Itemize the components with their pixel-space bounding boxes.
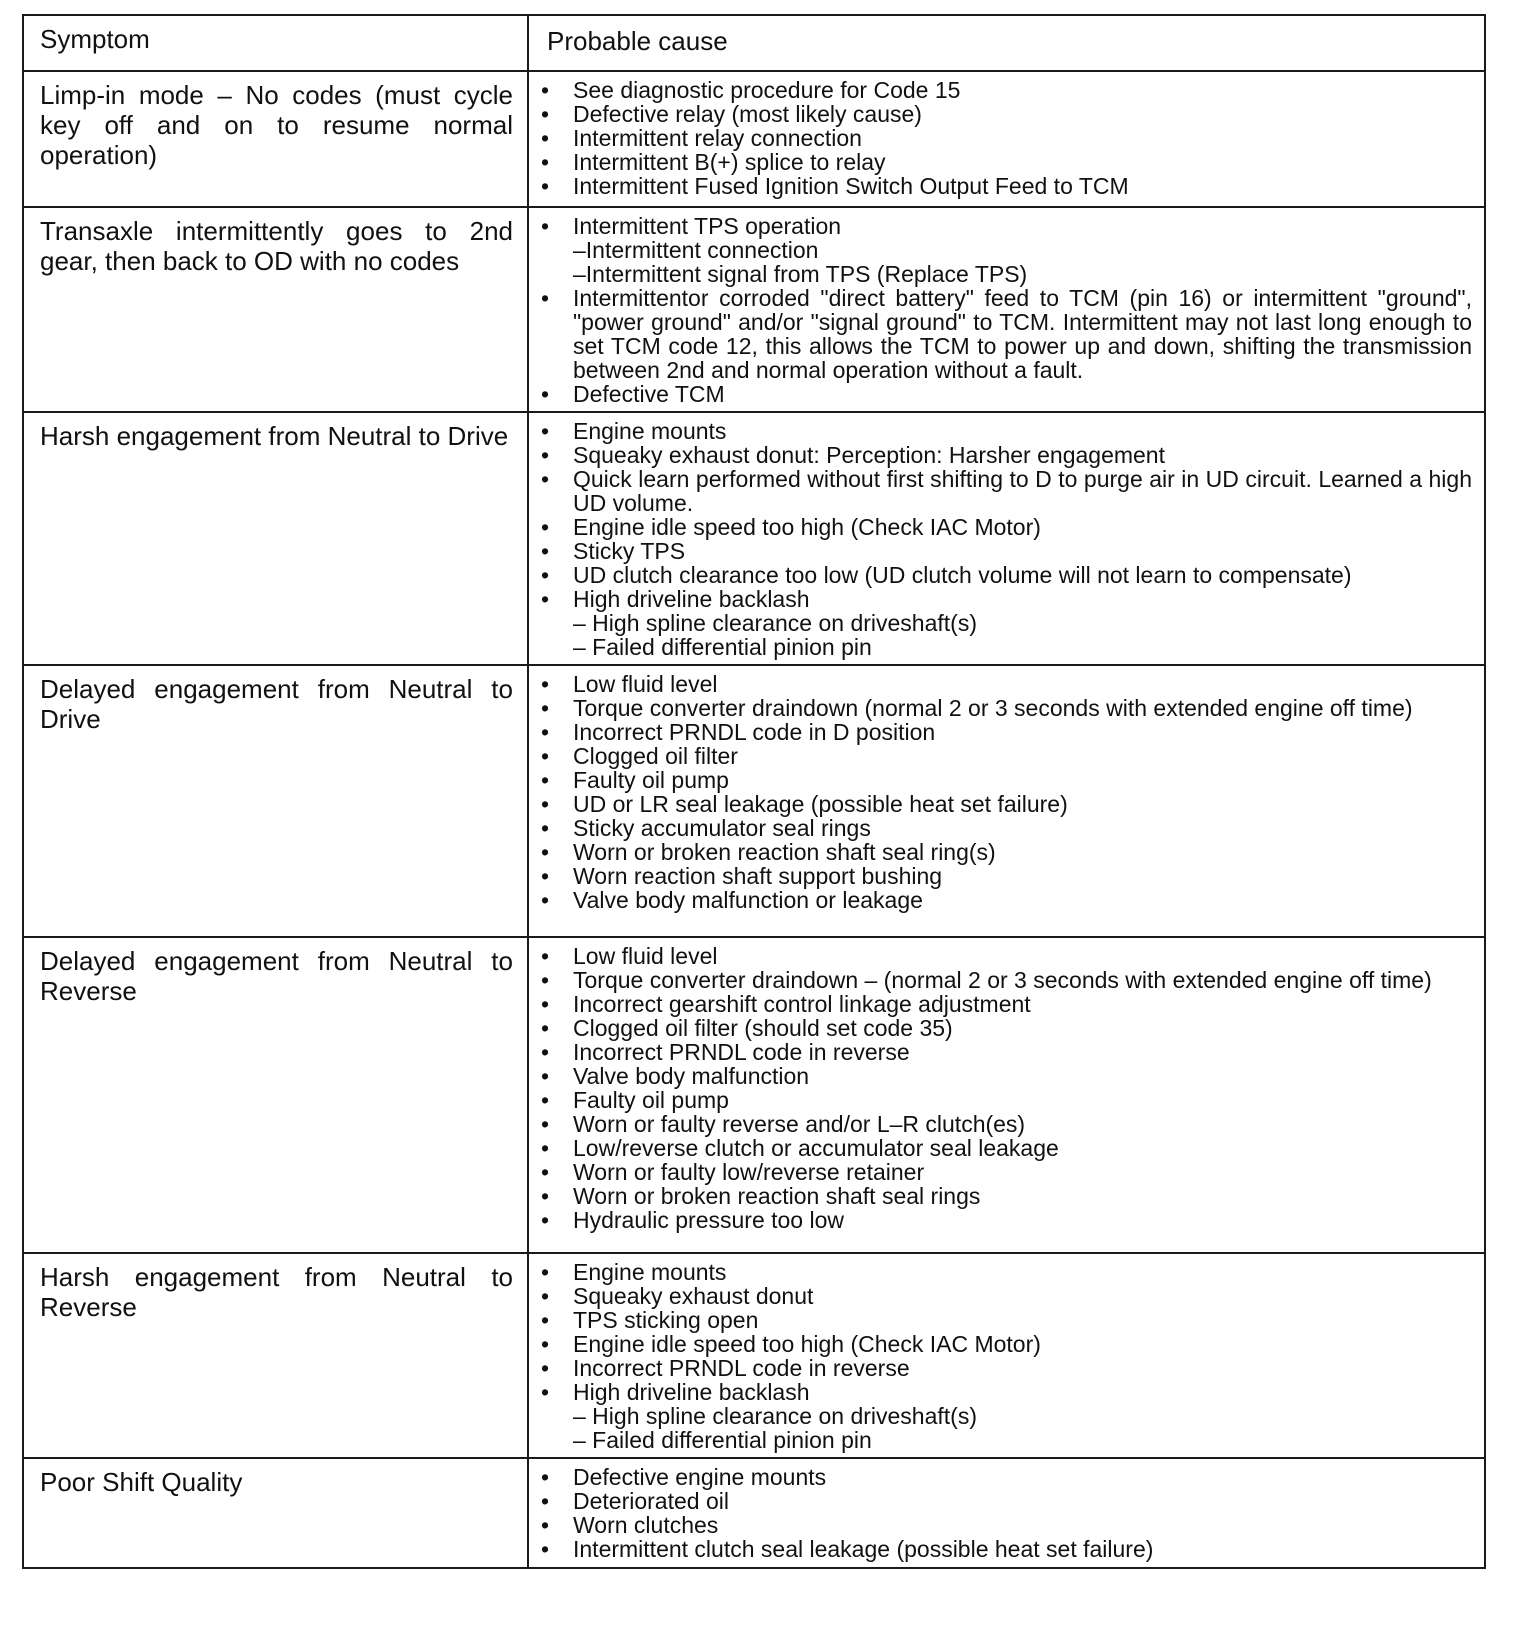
- bullet-icon: •: [541, 586, 550, 612]
- cause-list-item: [537, 563, 1472, 587]
- bullet-icon: •: [541, 839, 550, 865]
- cause-text: Low fluid level: [573, 671, 718, 697]
- cause-list-item: [537, 174, 1472, 198]
- symptom-cell: Harsh engagement from Neutral to Reverse: [23, 1253, 528, 1458]
- cause-text: Low/reverse clutch or accumulator seal leakage: [573, 1135, 1059, 1161]
- probable-cause-cell: [528, 1253, 1485, 1458]
- bullet-icon: •: [541, 77, 550, 103]
- cause-list-item: [537, 744, 1472, 768]
- bullet-icon: •: [541, 1159, 550, 1185]
- probable-cause-cell: [528, 412, 1485, 665]
- cause-text: Faulty oil pump: [573, 1087, 729, 1113]
- cause-text: Intermittent clutch seal leakage (possible heat set failure): [573, 1536, 1154, 1562]
- cause-sub-item: –Intermittent signal from TPS (Replace TPS): [573, 261, 1028, 287]
- cause-text: Incorrect PRNDL code in reverse: [573, 1355, 910, 1381]
- bullet-icon: •: [541, 767, 550, 793]
- cause-text: High driveline backlash: [573, 586, 810, 612]
- cause-text: Engine idle speed too high (Check IAC Motor): [573, 1331, 1041, 1357]
- bullet-icon: •: [541, 418, 550, 444]
- bullet-icon: •: [541, 1183, 550, 1209]
- bullet-icon: •: [541, 887, 550, 913]
- cause-text: UD clutch clearance too low (UD clutch volume will not learn to compensate): [573, 562, 1352, 588]
- symptom-cell: Harsh engagement from Neutral to Drive: [23, 412, 528, 665]
- cause-text: Defective TCM: [573, 381, 725, 407]
- bullet-icon: •: [541, 466, 550, 492]
- cause-list-item: [537, 1537, 1472, 1561]
- bullet-icon: •: [541, 815, 550, 841]
- cause-list-item: [537, 1489, 1472, 1513]
- cause-list-item: [537, 419, 1472, 443]
- cause-list-item: [537, 1040, 1472, 1064]
- bullet-icon: •: [541, 1087, 550, 1113]
- cause-text: Defective relay (most likely cause): [573, 101, 922, 127]
- cause-text: Sticky accumulator seal rings: [573, 815, 871, 841]
- cause-text: Worn or faulty reverse and/or L–R clutch(es): [573, 1111, 1026, 1137]
- bullet-icon: •: [541, 1015, 550, 1041]
- bullet-icon: •: [541, 991, 550, 1017]
- cause-list-item: [537, 968, 1472, 992]
- symptom-column-header: Symptom: [23, 15, 528, 71]
- cause-text: Worn or broken reaction shaft seal rings: [573, 1183, 981, 1209]
- bullet-icon: •: [541, 562, 550, 588]
- bullet-icon: •: [541, 1464, 550, 1490]
- bullet-icon: •: [541, 285, 550, 311]
- cause-text: Intermittent B(+) splice to relay: [573, 149, 886, 175]
- cause-list: [537, 1260, 1472, 1452]
- cause-list-item: [537, 1356, 1472, 1380]
- cause-list-item: [537, 1112, 1472, 1136]
- bullet-icon: •: [541, 1111, 550, 1137]
- bullet-icon: •: [541, 1331, 550, 1357]
- bullet-icon: •: [541, 1536, 550, 1562]
- cause-text: Defective engine mounts: [573, 1464, 827, 1490]
- probable-cause-cell: [528, 665, 1485, 937]
- table-row: [23, 665, 1485, 937]
- cause-list-item: [537, 944, 1472, 968]
- cause-text: Clogged oil filter: [573, 743, 738, 769]
- cause-list-item: [537, 126, 1472, 150]
- cause-text: High driveline backlash: [573, 1379, 810, 1405]
- bullet-icon: •: [541, 1039, 550, 1065]
- bullet-icon: •: [541, 1259, 550, 1285]
- cause-list-item: [537, 768, 1472, 792]
- cause-text: Intermittentor corroded "direct battery" feed to TCM (pin 16) or intermittent "ground", "power ground" and/or "signal ground" to TCM. Intermittent may not last long enough to set TCM code 12, this allows the TCM to power up and down, shifting the transmission between 2nd and normal operation without a fault.: [573, 285, 1472, 383]
- probable-cause-cell: [528, 71, 1485, 207]
- bullet-icon: •: [541, 125, 550, 151]
- cause-list-item: [537, 1308, 1472, 1332]
- table-header-row: [23, 15, 1485, 71]
- bullet-icon: •: [541, 1355, 550, 1381]
- cause-list-item: [537, 539, 1472, 563]
- bullet-icon: •: [541, 1379, 550, 1405]
- cause-list-item: [537, 672, 1472, 696]
- cause-text: Sticky TPS: [573, 538, 686, 564]
- bullet-icon: •: [541, 1307, 550, 1333]
- bullet-icon: •: [541, 514, 550, 540]
- cause-text: Worn reaction shaft support bushing: [573, 863, 943, 889]
- cause-text: Incorrect gearshift control linkage adjustment: [573, 991, 1031, 1017]
- bullet-icon: •: [541, 1488, 550, 1514]
- bullet-icon: •: [541, 442, 550, 468]
- cause-text: Hydraulic pressure too low: [573, 1207, 845, 1233]
- cause-text: Engine mounts: [573, 418, 727, 444]
- cause-list-item: [537, 720, 1472, 744]
- cause-text: Incorrect PRNDL code in D position: [573, 719, 936, 745]
- cause-text: Intermittent Fused Ignition Switch Output Feed to TCM: [573, 173, 1129, 199]
- cause-list-item: [537, 467, 1472, 515]
- symptom-cell: Poor Shift Quality: [23, 1458, 528, 1568]
- cause-list-item: [537, 1208, 1472, 1232]
- cause-text: Torque converter draindown (normal 2 or 3 seconds with extended engine off time): [573, 695, 1413, 721]
- cause-list-item: [537, 888, 1472, 912]
- cause-text: Worn or faulty low/reverse retainer: [573, 1159, 925, 1185]
- cause-text: Quick learn performed without first shifting to D to purge air in UD circuit. Learned a high UD volume.: [573, 466, 1472, 516]
- bullet-icon: •: [541, 1283, 550, 1309]
- bullet-icon: •: [541, 101, 550, 127]
- cause-list-item: [537, 443, 1472, 467]
- probable-cause-cell: [528, 1458, 1485, 1568]
- cause-list: [537, 78, 1472, 198]
- cause-text: Low fluid level: [573, 943, 718, 969]
- cause-text: Engine mounts: [573, 1259, 727, 1285]
- bullet-icon: •: [541, 743, 550, 769]
- bullet-icon: •: [541, 719, 550, 745]
- cause-list: [537, 214, 1472, 406]
- cause-text: Valve body malfunction: [573, 1063, 810, 1089]
- cause-list-item: [537, 992, 1472, 1016]
- cause-list-item: [537, 102, 1472, 126]
- cause-sub-item: – High spline clearance on driveshaft(s): [573, 610, 977, 636]
- cause-list-item: [537, 1284, 1472, 1308]
- cause-list: [537, 419, 1472, 659]
- cause-list-item: [537, 1380, 1472, 1404]
- cause-sub-item: – High spline clearance on driveshaft(s): [573, 1403, 977, 1429]
- bullet-icon: •: [541, 1135, 550, 1161]
- cause-list-item: [537, 515, 1472, 539]
- cause-text: Engine idle speed too high (Check IAC Motor): [573, 514, 1041, 540]
- table-row: [23, 207, 1485, 412]
- cause-sub-item: – Failed differential pinion pin: [573, 1427, 872, 1453]
- cause-text: TPS sticking open: [573, 1307, 759, 1333]
- cause-text: Valve body malfunction or leakage: [573, 887, 923, 913]
- cause-list-item: [537, 816, 1472, 840]
- cause-list-item: [537, 696, 1472, 720]
- cause-list-item: [537, 1260, 1472, 1284]
- bullet-icon: •: [541, 1063, 550, 1089]
- table-row: [23, 937, 1485, 1253]
- table-row: [23, 412, 1485, 665]
- cause-text: Torque converter draindown – (normal 2 or 3 seconds with extended engine off time): [573, 967, 1432, 993]
- cause-sub-item: – Failed differential pinion pin: [573, 634, 872, 660]
- bullet-icon: •: [541, 213, 550, 239]
- cause-list-item: [537, 1513, 1472, 1537]
- probable-cause-column-header: Probable cause: [528, 15, 1485, 71]
- cause-list-item: [537, 1160, 1472, 1184]
- bullet-icon: •: [541, 671, 550, 697]
- cause-text: Intermittent relay connection: [573, 125, 862, 151]
- cause-list-item: [537, 1465, 1472, 1489]
- cause-text: Intermittent TPS operation: [573, 213, 842, 239]
- cause-text: Deteriorated oil: [573, 1488, 729, 1514]
- cause-list-item: [537, 150, 1472, 174]
- bullet-icon: •: [541, 1512, 550, 1538]
- cause-list-item: [537, 840, 1472, 864]
- probable-cause-cell: [528, 207, 1485, 412]
- bullet-icon: •: [541, 1207, 550, 1233]
- cause-text: Incorrect PRNDL code in reverse: [573, 1039, 910, 1065]
- cause-list: [537, 944, 1472, 1232]
- table-body: [23, 71, 1485, 1568]
- bullet-icon: •: [541, 943, 550, 969]
- cause-sub-item: –Intermittent connection: [573, 237, 819, 263]
- cause-list-item: [537, 1064, 1472, 1088]
- cause-list: [537, 672, 1472, 912]
- table-row: [23, 1253, 1485, 1458]
- cause-text: See diagnostic procedure for Code 15: [573, 77, 961, 103]
- cause-list: [537, 1465, 1472, 1561]
- probable-cause-cell: [528, 937, 1485, 1253]
- cause-text: Clogged oil filter (should set code 35): [573, 1015, 953, 1041]
- bullet-icon: •: [541, 863, 550, 889]
- bullet-icon: •: [541, 967, 550, 993]
- table-row: [23, 1458, 1485, 1568]
- bullet-icon: •: [541, 791, 550, 817]
- cause-list-item: [537, 214, 1472, 238]
- cause-list-item: [537, 587, 1472, 611]
- symptom-cell: Delayed engagement from Neutral to Drive: [23, 665, 528, 937]
- diagnosis-table: [22, 14, 1486, 1569]
- cause-list-item: [537, 1184, 1472, 1208]
- cause-text: Squeaky exhaust donut: Perception: Harsher engagement: [573, 442, 1165, 468]
- cause-list-item: [537, 78, 1472, 102]
- cause-list-item: [537, 792, 1472, 816]
- cause-list-item: [537, 382, 1472, 406]
- bullet-icon: •: [541, 695, 550, 721]
- bullet-icon: •: [541, 173, 550, 199]
- table-row: [23, 71, 1485, 207]
- bullet-icon: •: [541, 381, 550, 407]
- cause-list-item: [537, 1332, 1472, 1356]
- cause-list-item: [537, 864, 1472, 888]
- cause-list-item: [537, 1088, 1472, 1112]
- symptom-cell: Delayed engagement from Neutral to Reverse: [23, 937, 528, 1253]
- symptom-cell: Transaxle intermittently goes to 2nd gear, then back to OD with no codes: [23, 207, 528, 412]
- cause-text: Worn or broken reaction shaft seal ring(s): [573, 839, 996, 865]
- cause-text: Worn clutches: [573, 1512, 719, 1538]
- cause-text: UD or LR seal leakage (possible heat set failure): [573, 791, 1068, 817]
- bullet-icon: •: [541, 538, 550, 564]
- cause-list-item: [537, 286, 1472, 382]
- bullet-icon: •: [541, 149, 550, 175]
- cause-text: Faulty oil pump: [573, 767, 729, 793]
- symptom-cell: Limp-in mode – No codes (must cycle key off and on to resume normal operation): [23, 71, 528, 207]
- cause-text: Squeaky exhaust donut: [573, 1283, 814, 1309]
- cause-list-item: [537, 1136, 1472, 1160]
- cause-list-item: [537, 1016, 1472, 1040]
